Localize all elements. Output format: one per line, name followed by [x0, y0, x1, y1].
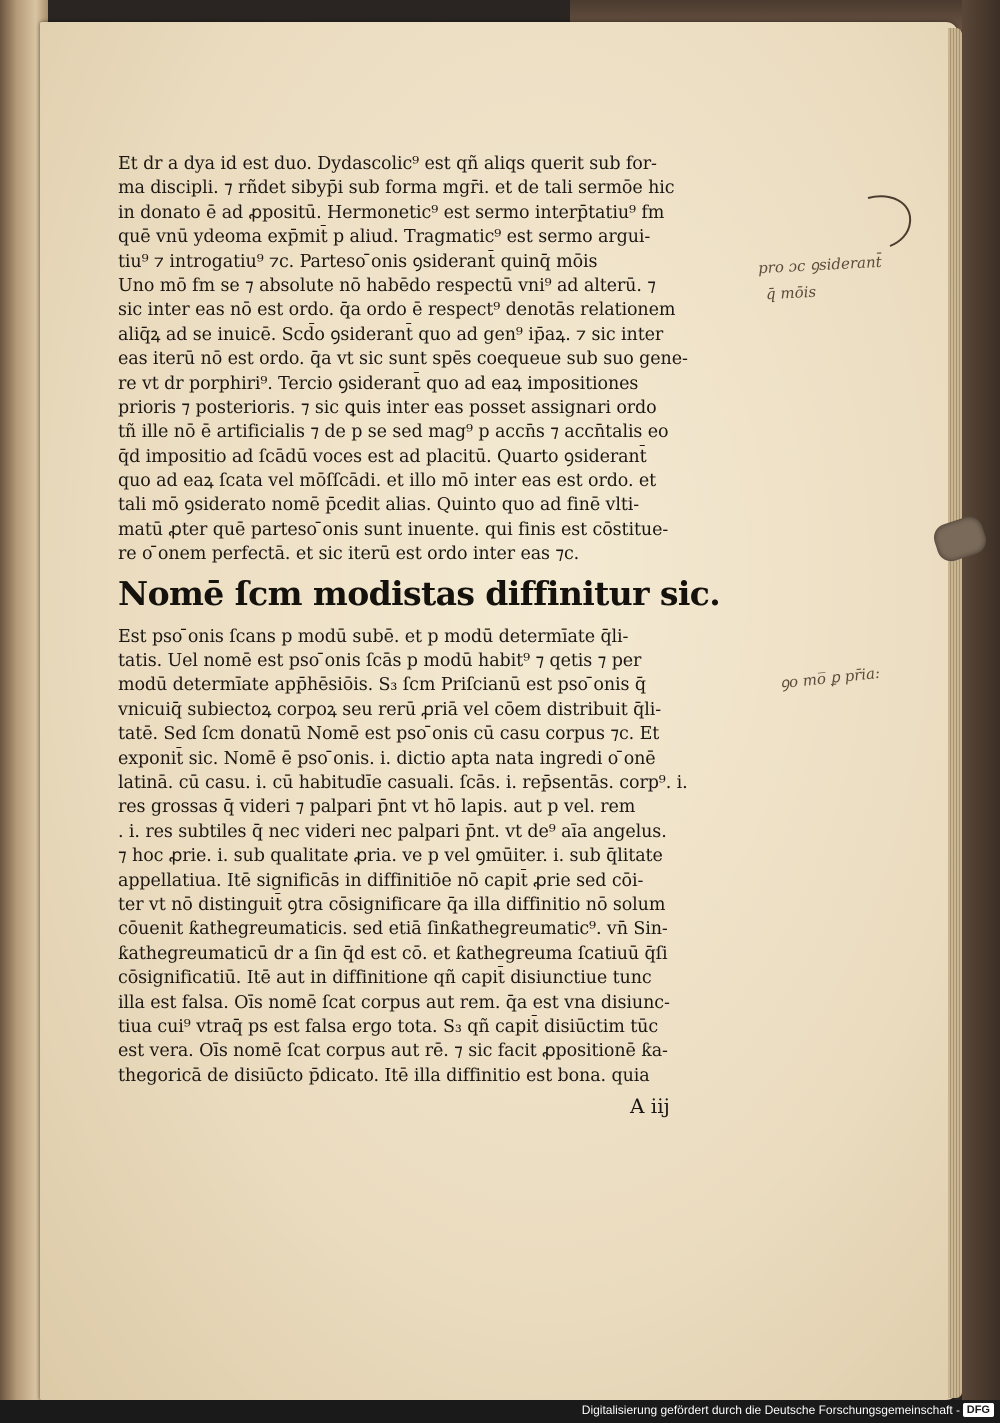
marginal-curl-mark: [860, 192, 920, 252]
text-line: tñ ille nō ē artificialis ⁊ de p se sed mag⁹ p accn̄s ⁊ accn̄talis eo: [118, 422, 669, 443]
text-line: res grossas q̄ videri ⁊ palpari p̄nt vt hō lapis. aut p vel. rem: [118, 797, 636, 818]
text-line: tatē. Sed ſcm donatū Nomē est pso ̄onis cū casu corpus ⁊c. Et: [118, 724, 660, 745]
section-heading: Nomē ſcm modistas diffinitur sic.: [118, 573, 721, 613]
book-cover-right: [962, 0, 1000, 1400]
text-line: latinā. cū casu. i. cū habitudīe casuali. ſcās. i. rep̄sentās. corp⁹. i.: [118, 772, 688, 793]
text-line: cōuenit ƙathegreumaticis. sed etiā ſinƙathegreumatic⁹. vn̄ Sin-: [118, 919, 668, 940]
text-line: aliq̄ꝝ ad se inuicē. Scd̄o ꝯsiderant̄ quo ad gen⁹ ip̄aꝝ. ⁊ sic inter: [118, 324, 664, 345]
text-line: cōsignificatiū. Itē aut in diffinitione qñ capit̄ disiunctiue tunc: [118, 968, 652, 989]
dfg-logo: DFG: [963, 1403, 994, 1417]
marginal-note: ꝯo mo̅ ꝑ pr̄ia:: [779, 663, 881, 693]
text-line: . i. res subtiles q̄ nec videri nec palpari p̄nt. vt de⁹ aīa angelus.: [118, 821, 667, 842]
marginal-note: q̄ mōis: [765, 282, 817, 304]
text-line: ma discipli. ⁊ rñdet sibyp̄i sub forma mgr̄i. et de tali sermōe hic: [118, 178, 675, 199]
text-line: matū ꝓter quē parteso ̄onis sunt inuente. qui finis est cōstitue-: [118, 519, 669, 540]
text-line: re vt dr porphiri⁹. Tercio ꝯsiderant̄ quo ad eaꝝ impositiones: [118, 373, 639, 394]
text-line: est vera. Oīs nomē ſcat corpus aut rē. ⁊ sic facit ꝓpositionē ƙa-: [118, 1041, 668, 1062]
text-line: tali mō ꝯsiderato nomē p̄cedit alias. Quinto quo ad finē vlti-: [118, 495, 640, 516]
text-line: tiu⁹ ⁊ introgatiu⁹ ⁊c. Parteso ̄onis ꝯsiderant̄ quinq̄ mōis: [118, 251, 598, 272]
text-line: ƙathegreumaticū dr a ſin q̄d est cō. et ƙathegreuma ſcatiuū q̄ſi: [118, 943, 668, 964]
footer-credit-text: Digitalisierung gefördert durch die Deutsche Forschungsgemeinschaft -: [581, 1403, 960, 1417]
main-text-column: [118, 152, 748, 1088]
text-line: ter vt nō distinguit̄ ꝯtra cōsignificare q̄a illa diffinitio nō solum: [118, 894, 666, 915]
text-line: thegoricā de disiūcto p̄dicato. Itē illa diffinitio est bona. quia: [118, 1065, 650, 1086]
text-line: sic inter eas nō est ordo. q̄a ordo ē respect⁹ denotās relationem: [118, 300, 676, 321]
text-line: vnicuiq̄ subiectoꝝ corpoꝝ seu rerū ꝓriā vel cōem distribuit q̄li-: [118, 699, 662, 720]
text-line: modū determīate app̄hēsiōis. S₃ ſcm Priſcianū est pso ̄onis q̄: [118, 675, 646, 696]
text-line: re o ̄onem perfectā. et sic iterū est ordo inter eas ⁊c.: [118, 544, 580, 565]
text-line: tatis. Uel nomē est pso ̄onis ſcās p modū habit⁹ ⁊ qetis ⁊ per: [118, 651, 642, 672]
text-line: eas iterū nō est ordo. q̄a vt sic sunt spēs coequeue sub suo gene-: [118, 349, 688, 370]
text-line: Et dr a dya id est duo. Dydascolic⁹ est qñ aliqs querit sub for-: [118, 154, 657, 174]
marginal-note: pro ɔc ꝯsiderant̄: [757, 252, 883, 278]
text-line: quē vnū ydeoma exp̄mit̄ p aliud. Tragmatic⁹ est sermo argui-: [118, 227, 651, 248]
text-line: in donato ē ad ꝓpositū. Hermonetic⁹ est sermo interp̄tatiu⁹ fm: [118, 202, 665, 223]
footer-bar: [0, 1400, 1000, 1423]
text-line: exponit̄ sic. Nomē ē pso ̄onis. i. dictio apta nata ingredi o ̄onē: [118, 748, 656, 769]
text-line: illa est falsa. Oīs nomē ſcat corpus aut rem. q̄a est vna disiunc-: [118, 992, 670, 1013]
text-line: quo ad eaꝝ ſcata vel mōſſcādi. et illo mō inter eas est ordo. et: [118, 471, 657, 492]
text-line: Uno mō fm se ⁊ absolute nō habēdo respectū vni⁹ ad alterū. ⁊: [118, 275, 656, 296]
text-line: q̄d impositio ad ſcādū voces est ad placitū. Quarto ꝯsiderant̄: [118, 446, 647, 467]
text-section-top: [118, 152, 748, 567]
text-section-bottom: [118, 625, 748, 1088]
page-stack-edges: [948, 28, 962, 1398]
text-line: tiua cui⁹ vtraq̄ ps est falsa ergo tota. S₃ qñ capit̄ disiūctim tūc: [118, 1016, 659, 1037]
text-line: prioris ⁊ posterioris. ⁊ sic ꝗuis inter eas posset assignari ordo: [118, 397, 657, 418]
text-line: ⁊ hoc ꝓrie. i. sub qualitate ꝓria. ve p vel ꝯmūiter. i. sub q̄litate: [118, 846, 663, 867]
text-line: Est pso ̄onis ſcans p modū subē. et p modū determīate q̄li-: [118, 626, 629, 647]
text-line: appellatiua. Itē significās in diffinitiōe nō capit̄ ꝓrie sed cōi-: [118, 870, 644, 891]
signature-mark: A iij: [630, 1094, 670, 1118]
